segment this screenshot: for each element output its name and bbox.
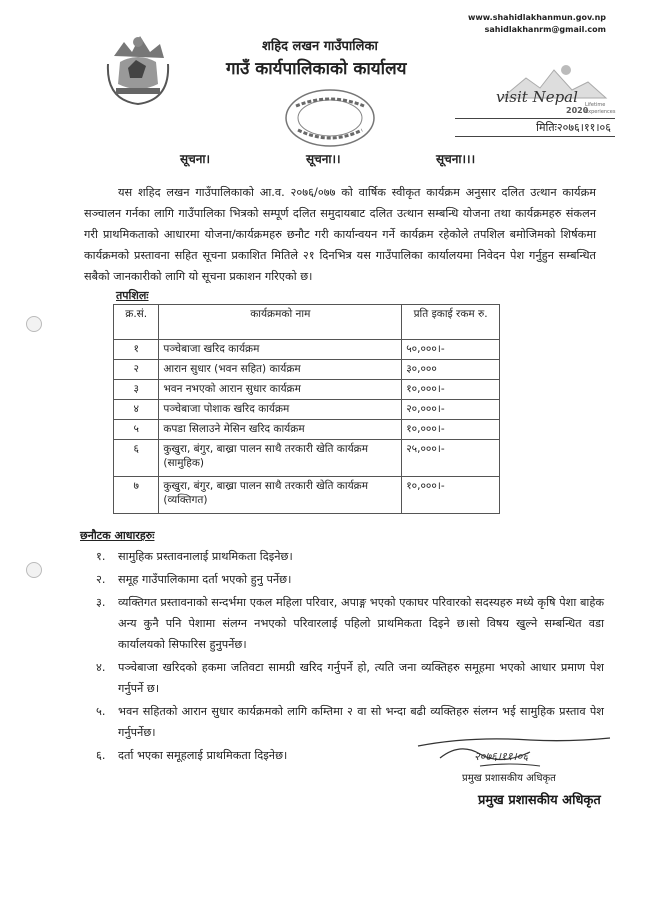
list-item-text: सामुहिक प्रस्तावनालाई प्राथमिकता दिइनेछ। — [118, 550, 293, 563]
cell-amount: १०,०००।- — [402, 477, 500, 514]
list-item — [96, 546, 604, 567]
cell-amount: ५०,०००।- — [402, 340, 500, 360]
header-amount: प्रति इकाई रकम रु. — [402, 305, 500, 340]
office-stamp-icon — [282, 86, 378, 150]
list-item-text: दर्ता भएका समूहलाई प्राथमिकता दिइनेछ। — [118, 749, 288, 762]
list-item — [96, 592, 604, 655]
cell-sn: ६ — [114, 440, 159, 477]
cell-sn: ४ — [114, 400, 159, 420]
table-row — [114, 440, 500, 477]
cell-program-name: कुखुरा, बंगुर, बाख्रा पालन साथै तरकारी खेति कार्यक्रम (व्यक्तिगत) — [159, 477, 402, 514]
cell-sn: २ — [114, 360, 159, 380]
cell-amount: २५,०००।- — [402, 440, 500, 477]
table-header-row — [114, 305, 500, 340]
table-row — [114, 477, 500, 514]
punch-hole — [26, 316, 42, 332]
list-item-number: २. — [96, 573, 106, 586]
email-link[interactable]: sahidlakhanrm@gmail.com — [484, 25, 606, 34]
cell-program-name: पञ्चेबाजा पोशाक खरिद कार्यक्रम — [159, 400, 402, 420]
visit-nepal-logo-icon — [492, 60, 616, 118]
website-link[interactable]: www.shahidlakhanmun.gov.np — [468, 13, 606, 22]
cell-sn: ३ — [114, 380, 159, 400]
cell-amount: १०,०००।- — [402, 380, 500, 400]
list-item — [96, 569, 604, 590]
list-item-text: पञ्चेबाजा खरिदको हकमा जतिवटा सामग्री खरिद गर्नुपर्ने हो, त्यति जना व्यक्तिहरु समूहमा भएको आधार प्रमाण पेश गर्नुपर्ने छ। — [118, 661, 604, 695]
header-program-name: कार्यक्रमको नाम — [159, 305, 402, 340]
cell-program-name: कुखुरा, बंगुर, बाख्रा पालन साथै तरकारी खेति कार्यक्रम (सामुहिक) — [159, 440, 402, 477]
nepal-emblem-icon — [102, 30, 174, 106]
table-row — [114, 380, 500, 400]
cell-sn: ७ — [114, 477, 159, 514]
cell-sn: १ — [114, 340, 159, 360]
cell-amount: १०,०००।- — [402, 420, 500, 440]
program-table — [113, 304, 500, 514]
table-row — [114, 420, 500, 440]
table-row — [114, 340, 500, 360]
list-item-number: १. — [96, 550, 106, 563]
municipality-name: शहिद लखन गाउँपालिका — [262, 39, 378, 54]
cell-program-name: भवन नभएको आरान सुधार कार्यक्रम — [159, 380, 402, 400]
table-label: तपशिलः — [116, 289, 149, 302]
cell-program-name: पञ्चेबाजा खरिद कार्यक्रम — [159, 340, 402, 360]
cell-sn: ५ — [114, 420, 159, 440]
cell-program-name: कपडा सिलाउने मेसिन खरिद कार्यक्रम — [159, 420, 402, 440]
signatory-title: प्रमुख प्रशासकीय अधिकृत — [462, 773, 556, 784]
notice-title-1: सूचना। — [180, 152, 211, 166]
list-item-text: व्यक्तिगत प्रस्तावनाको सन्दर्भमा एकल महिला परिवार, अपाङ्ग भएको एकाघर परिवारको सदस्यहरु मध्ये कृषि पेशा बाहेक अन्य कुनै पनि पेशामा संलग्न नभएको परिवारलाई पहिलो प्राथमिकता दिइने छ।सो विषय खुल्ने सम्बन्धित वडा कार्यालयको सिफारिस हुनुपर्नेछ। — [118, 596, 604, 651]
date-label: मितिः२०७६।११।०६ — [536, 121, 611, 134]
table-row — [114, 400, 500, 420]
office-name: गाउँ कार्यपालिकाको कार्यालय — [226, 59, 407, 79]
cell-amount: २०,०००।- — [402, 400, 500, 420]
list-item — [96, 657, 604, 699]
date-line — [455, 118, 615, 137]
list-item-number: ५. — [96, 705, 106, 718]
contact-block — [468, 12, 606, 36]
notice-title-2: सूचना।। — [306, 152, 341, 166]
list-item-number: ३. — [96, 596, 106, 609]
criteria-title: छनौटक आधारहरुः — [80, 529, 155, 542]
list-item-number: ४. — [96, 661, 106, 674]
cell-amount: ३०,००० — [402, 360, 500, 380]
visit-nepal-year: 2020 — [566, 106, 589, 115]
punch-hole — [26, 562, 42, 578]
table-row — [114, 360, 500, 380]
list-item-text: समूह गाउँपालिकामा दर्ता भएको हुनु पर्नेछ। — [118, 573, 292, 586]
visit-nepal-tagline-2: Experiences — [585, 109, 616, 115]
visit-nepal-tagline-1: Lifetime — [585, 102, 606, 108]
visit-nepal-brand: visit Nepal — [496, 88, 578, 106]
notice-title-3: सूचना।।। — [436, 152, 476, 166]
list-item-number: ६. — [96, 749, 106, 762]
body-paragraph: यस शहिद लखन गाउँपालिकाको आ.व. २०७६/०७७ को वार्षिक स्वीकृत कार्यक्रम अनुसार दलित उत्थान कार्यक्रम सञ्चालन गर्नका लागि गाउँपालिका भित्रको सम्पूर्ण दलित समुदायबाट दलित उत्थान सम्बन्धि योजना तथा कार्यक्रमहरु संकलन गरी प्राथमिकताको आधारमा योजना/कार्यक्रमहरु छनौट गरी कार्यान्वयन गर्ने कार्यक्रम रहेकोले तपशिल बमोजिमको शिर्षकमा कार्यक्रमको प्रस्तावना सहित सूचना प्रकाशित मितिले २१ दिनभित्र यस गाउँपालिका कार्यालयमा निवेदन पेश गर्नुहुन सम्बन्धित सबैको जानकारीको लागि यो सूचना प्रकाशन गरिएको छ। — [84, 186, 596, 283]
header-sn: क्र.सं. — [114, 305, 159, 340]
signature-date: २०७६।११।०६ — [474, 750, 529, 763]
list-item-text: भवन सहितको आरान सुधार कार्यक्रमको लागि कम्तिमा २ वा सो भन्दा बढी व्यक्तिहरु संलग्न भई सामुहिक प्रस्ताव पेश गर्नुपर्नेछ। — [118, 705, 604, 739]
designation-stamp: प्रमुख प्रशासकीय अधिकृत — [478, 793, 601, 808]
cell-program-name: आरान सुधार (भवन सहित) कार्यक्रम — [159, 360, 402, 380]
